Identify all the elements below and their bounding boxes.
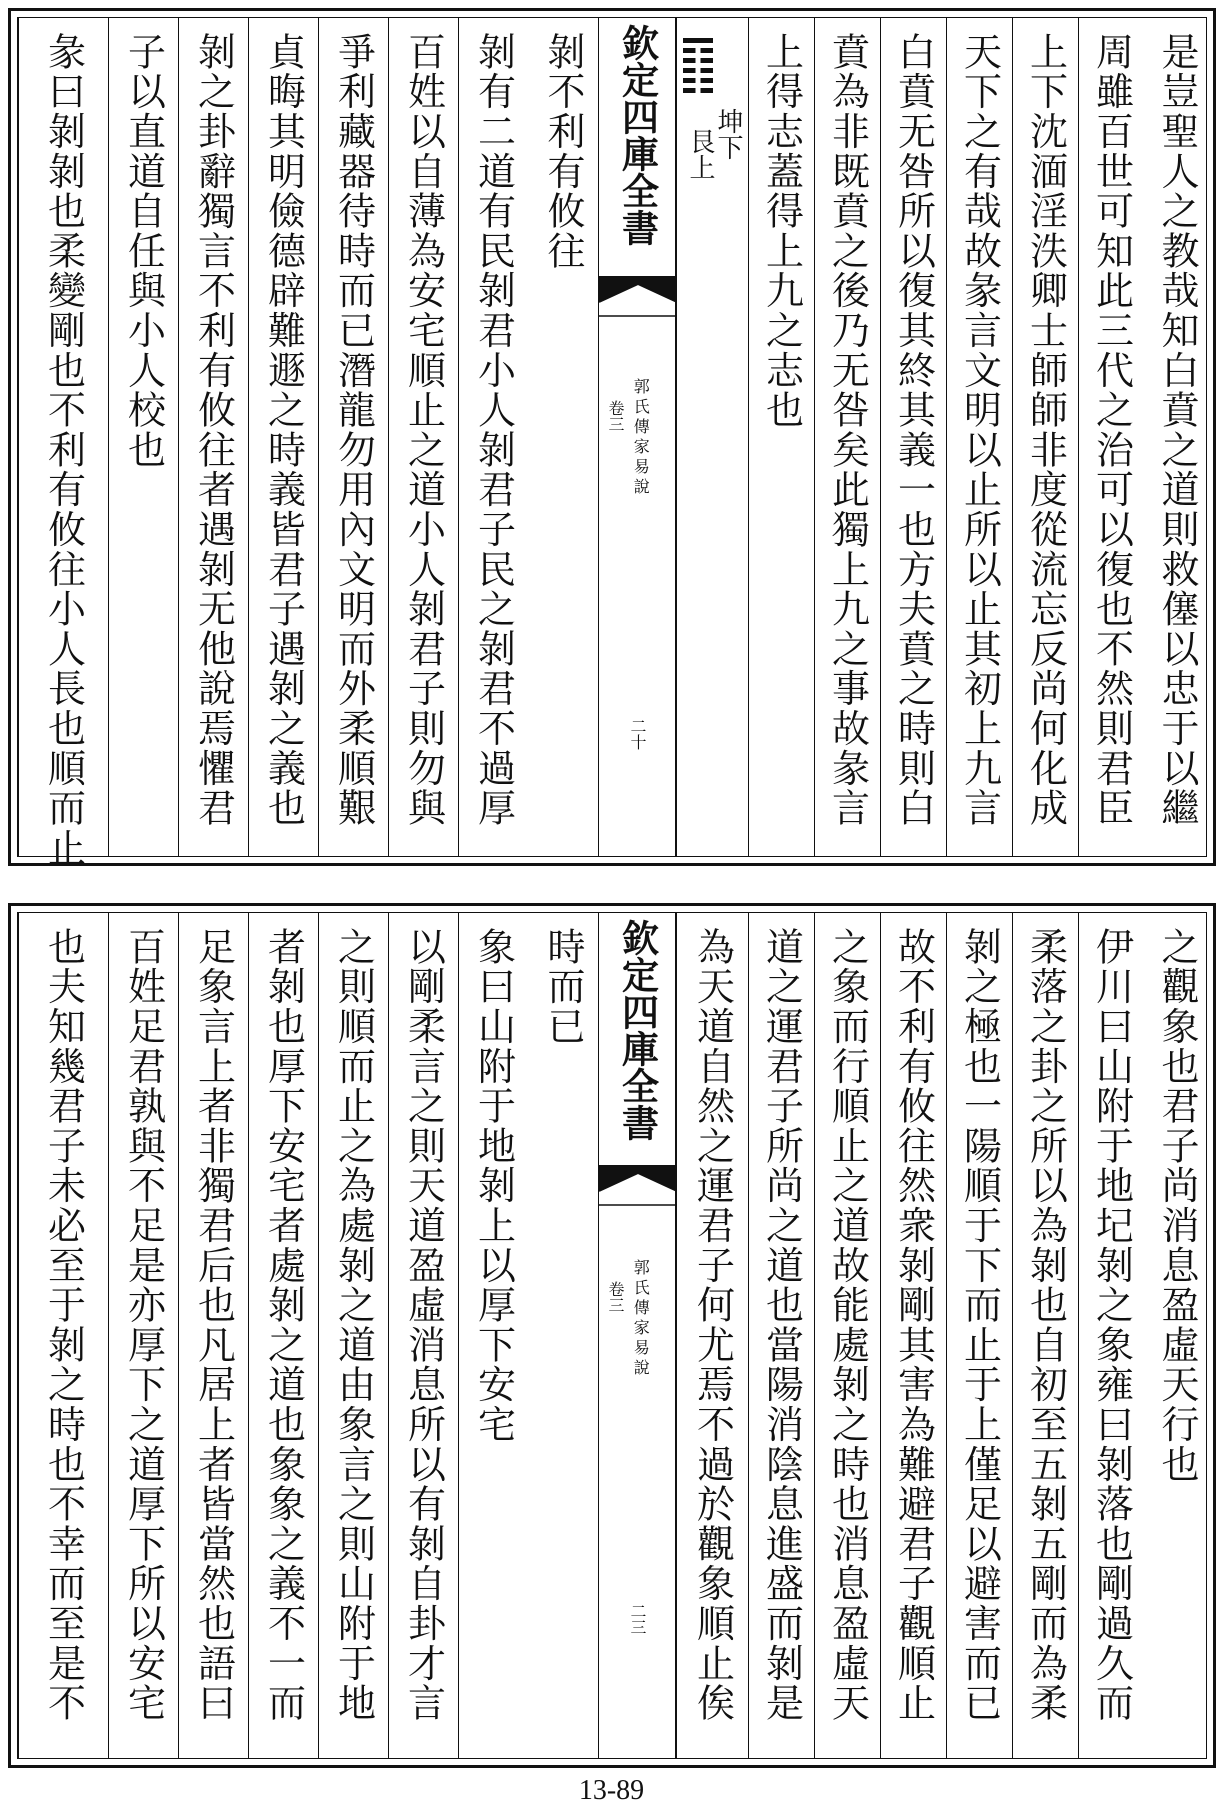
text-column	[178, 913, 248, 1758]
text-column	[748, 913, 814, 1758]
column-text: 百姓足君孰與不足是亦厚下之道厚下所以安宅	[121, 927, 166, 1723]
text-column	[388, 18, 458, 856]
column-text: 道之運君子所尚之道也當陽消陰息進盛而剝是	[759, 927, 804, 1723]
column-text: 故不利有攸往然衆剝剛其害為難避君子觀順止	[891, 927, 936, 1723]
text-column	[1144, 18, 1210, 856]
text-column	[946, 18, 1012, 856]
upper-trigram-label: 艮上	[685, 128, 715, 180]
text-column	[1012, 913, 1078, 1758]
column-text: 剝不利有攸往	[541, 32, 585, 271]
text-column	[528, 913, 598, 1758]
bottom-leaf	[8, 903, 1216, 1768]
column-text: 爭利藏器待時而已潛龍勿用內文明而外柔順艱	[331, 32, 376, 828]
column-text: 時而已	[541, 927, 585, 1047]
text-column	[108, 18, 178, 856]
text-column	[1144, 913, 1210, 1758]
center-fold	[598, 913, 676, 1758]
bottom-leaf-frame	[17, 912, 1207, 1759]
center-fold	[598, 18, 676, 856]
text-column	[748, 18, 814, 856]
fish-tail-icon	[599, 276, 677, 332]
column-text: 是豈聖人之教哉知白賁之道則救僿以忠于以繼	[1155, 32, 1199, 828]
fish-tail-icon	[599, 1165, 677, 1221]
column-text: 為天道自然之運君子何尤焉不過於觀象順止俟	[690, 927, 735, 1723]
book-name: 郭氏傳家易說	[631, 1259, 651, 1379]
volume-label: 卷三	[606, 400, 625, 432]
text-column	[946, 913, 1012, 1758]
text-column	[388, 913, 458, 1758]
top-leaf-frame	[17, 17, 1207, 868]
leaf-number: 二十	[628, 718, 647, 750]
column-text: 也夫知幾君子未必至于剝之時也不幸而至是不	[41, 927, 86, 1723]
column-text: 伊川曰山附于地圮剝之象雍曰剝落也剛過久而	[1089, 927, 1134, 1723]
text-column	[1078, 18, 1144, 856]
column-text: 以剛柔言之則天道盈虛消息所以有剝自卦才言	[401, 927, 446, 1723]
text-column	[1012, 18, 1078, 856]
column-text: 周雖百世可知此三代之治可以復也不然則君臣	[1089, 32, 1134, 828]
leaf-number: 二三	[628, 1603, 647, 1635]
text-column	[108, 913, 178, 1758]
column-text: 剝之極也一陽順于下而止于上僅足以避害而已	[957, 927, 1002, 1723]
volume-label: 卷三	[606, 1281, 625, 1313]
column-text: 白賁无咎所以復其終其義一也方夫賁之時則白	[891, 32, 936, 828]
column-text: 者剝也厚下安宅者處剝之道也象象之義不一而	[261, 927, 306, 1723]
text-column	[880, 18, 946, 856]
text-column	[1078, 913, 1144, 1758]
text-column	[458, 18, 528, 856]
column-text: 彖曰剝剝也柔變剛也不利有攸往小人長也順而止	[41, 32, 86, 868]
text-column	[248, 18, 318, 856]
text-column	[318, 913, 388, 1758]
column-text: 之觀象也君子尚消息盈虛天行也	[1155, 927, 1199, 1485]
column-text: 剝之卦辭獨言不利有攸往者遇剝无他說焉懼君	[191, 32, 236, 828]
column-text: 百姓以自薄為安宅順止之道小人剝君子則勿與	[401, 32, 446, 828]
text-column	[458, 913, 528, 1758]
text-column	[814, 18, 880, 856]
top-leaf	[8, 8, 1216, 866]
text-column	[178, 18, 248, 856]
text-column	[18, 913, 108, 1758]
book-name: 郭氏傳家易說	[631, 378, 651, 498]
column-text: 剝有二道有民剝君小人剝君子民之剝君不過厚	[471, 32, 516, 828]
text-column	[528, 18, 598, 856]
page-number: 13-89	[578, 1775, 645, 1806]
column-text: 之象而行順止之道故能處剝之時也消息盈虛天	[825, 927, 870, 1723]
column-text: 天下之有哉故彖言文明以止所以止其初上九言	[957, 32, 1002, 828]
column-text: 之則順而止之為處剝之道由象言之則山附于地	[331, 927, 376, 1723]
column-text: 子以直道自任與小人校也	[121, 32, 166, 470]
text-column	[880, 913, 946, 1758]
column-text: 賁為非既賁之後乃无咎矣此獨上九之事故彖言	[825, 32, 870, 828]
column-text: 柔落之卦之所以為剝也自初至五剝五剛而為柔	[1023, 927, 1068, 1723]
column-text: 象曰山附于地剝上以厚下安宅	[471, 927, 516, 1445]
bo-hexagram-icon	[683, 38, 713, 98]
column-text: 貞晦其明儉德辟難遯之時義皆君子遇剝之義也	[261, 32, 306, 828]
text-column	[18, 18, 108, 868]
text-column	[676, 913, 748, 1758]
text-column	[318, 18, 388, 856]
lower-trigram-label: 坤下	[713, 108, 743, 160]
column-text: 上下沈湎淫泆卿士師師非度從流忘反尚何化成	[1023, 32, 1068, 828]
column-text: 上得志蓋得上九之志也	[759, 32, 804, 430]
running-title: 欽定四庫全書	[615, 24, 660, 246]
hexagram-column	[676, 18, 748, 856]
running-title: 欽定四庫全書	[615, 919, 660, 1141]
text-column	[248, 913, 318, 1758]
text-column	[814, 913, 880, 1758]
column-text: 足象言上者非獨君后也凡居上者皆當然也語曰	[191, 927, 236, 1723]
